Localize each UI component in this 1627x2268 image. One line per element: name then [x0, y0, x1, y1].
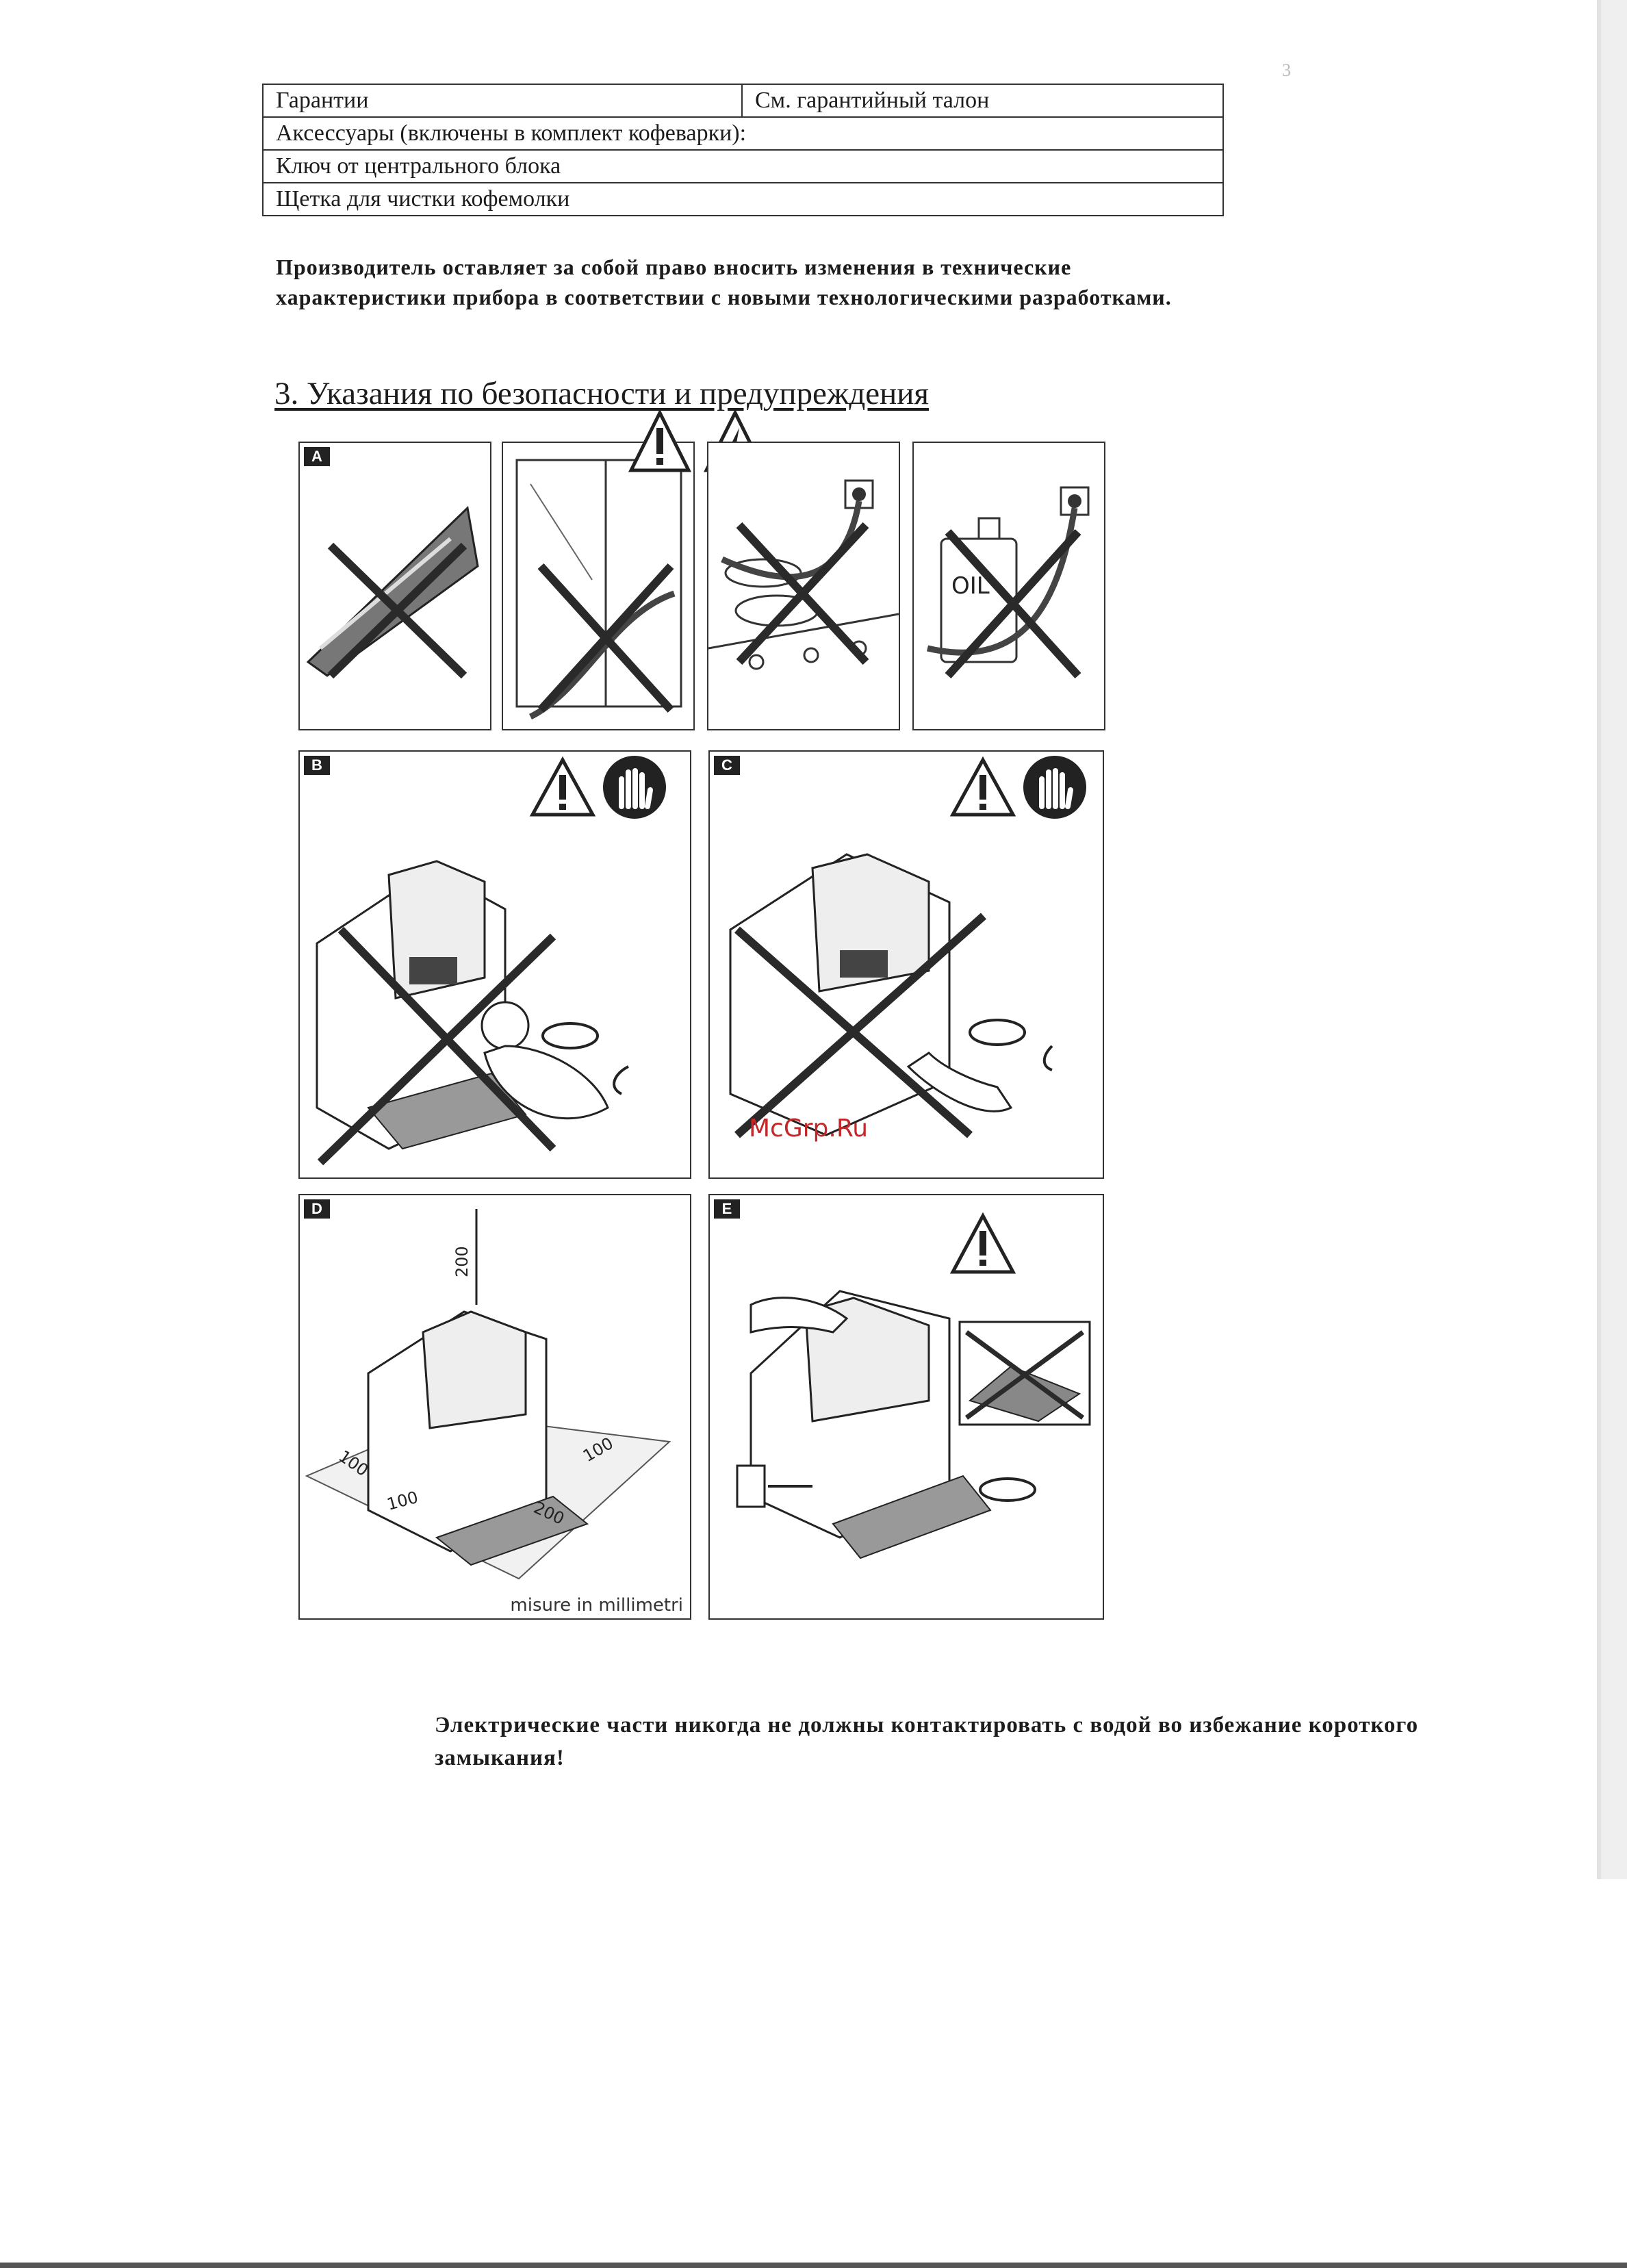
clearance-label: 100 [580, 1434, 617, 1466]
panel-a3 [707, 442, 900, 730]
accessories-label: Аксессуары (включены в комплект кофеварки): [263, 117, 1223, 150]
scan-edge [1601, 0, 1627, 1879]
clearance-label: 200 [452, 1246, 472, 1277]
page-mark: 3 [1282, 60, 1291, 80]
accessory-item: Щетка для чистки кофемолки [263, 183, 1223, 216]
watermark: McGrp.Ru [749, 1114, 869, 1143]
section-heading: 3. Указания по безопасности и предупреждения [274, 376, 930, 411]
panel-a4 [912, 442, 1105, 730]
warranty-value: См. гарантийный талон [742, 84, 1223, 117]
panel-tag: C [714, 756, 740, 775]
clearance-label: 200 [530, 1498, 567, 1529]
hot-plate-illustration [300, 443, 490, 729]
table-row [263, 150, 1223, 183]
hand-under-machine-illustration [710, 752, 1103, 1177]
panel-b [298, 750, 691, 1179]
panel-tag: E [714, 1199, 740, 1219]
child-near-machine-illustration [300, 752, 690, 1177]
panel-a1 [298, 442, 491, 730]
panel-tag: B [304, 756, 330, 775]
spec-table [262, 84, 1224, 216]
child [482, 1002, 528, 1049]
panel-d [298, 1194, 691, 1620]
cross-mark [331, 546, 464, 676]
table-row [263, 117, 1223, 150]
oven-door-illustration [503, 443, 693, 729]
scan-edge-shadow [1597, 0, 1601, 1879]
electrical-warning: Электрические части никогда не должны контактировать с водой во избежание короткого замыкания! [435, 1713, 1419, 1770]
socket-icon [737, 1466, 765, 1507]
cross-mark [739, 525, 866, 662]
panel-tag: D [304, 1199, 330, 1219]
oil-label: OIL [951, 572, 990, 600]
panel-a2 [502, 442, 695, 730]
panel-tag: A [304, 447, 330, 466]
cleaning-illustration [710, 1195, 1103, 1618]
warranty-label: Гарантии [263, 84, 742, 117]
clearance-diagram [300, 1195, 690, 1618]
clearance-label: 100 [335, 1446, 372, 1481]
figure-caption: misure in millimetri [510, 1595, 683, 1616]
scan-bottom-line [0, 2263, 1627, 2268]
accessory-item: Ключ от центрального блока [263, 150, 1223, 183]
cable-on-stove-illustration [708, 443, 899, 729]
manufacturer-note: Производитель оставляет за собой право вносить изменения в технические характеристики прибора в соответствии с новыми технологическими разработками. [276, 255, 1172, 309]
table-row [263, 84, 1223, 117]
oil-canister-illustration [914, 443, 1104, 729]
panel-e [708, 1194, 1104, 1620]
clearance-label: 100 [385, 1487, 420, 1514]
table-row [263, 183, 1223, 216]
